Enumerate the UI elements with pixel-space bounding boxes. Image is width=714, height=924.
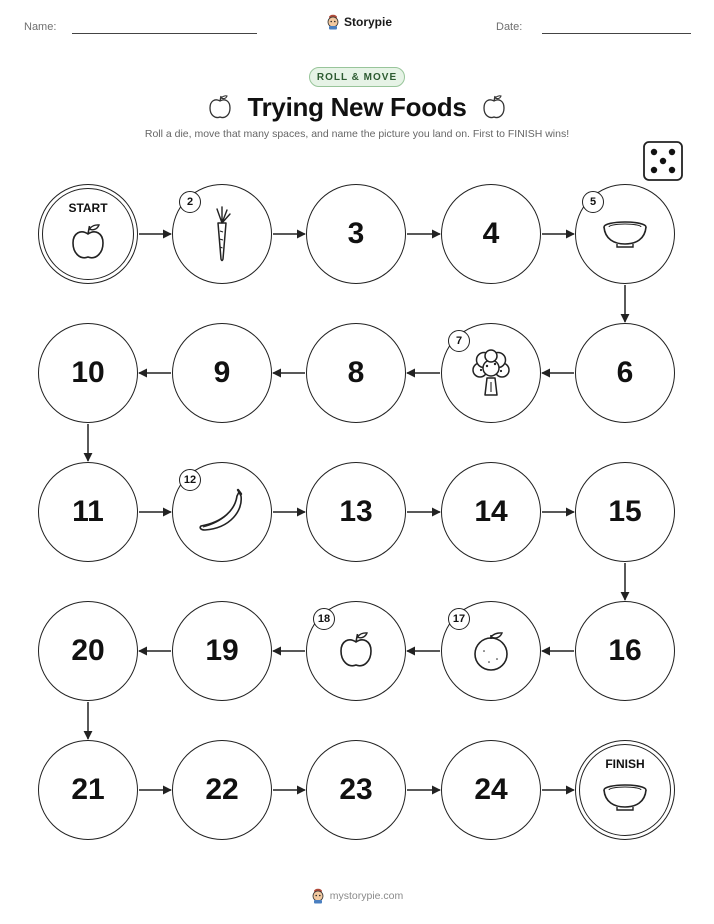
space-5[interactable]: [575, 184, 675, 284]
space-24[interactable]: [441, 740, 541, 840]
space-number-badge: 2: [179, 191, 201, 213]
space-19[interactable]: [172, 601, 272, 701]
space-number: 15: [608, 495, 642, 528]
space-number-badge: 5: [582, 191, 604, 213]
instructions: Roll a die, move that many spaces, and name the picture you land on. First to FINISH wins!: [144, 128, 570, 140]
space-number: 13: [339, 495, 373, 528]
bowl-icon: [600, 219, 650, 249]
roll-and-move-badge: ROLL & MOVE: [309, 67, 405, 87]
start-label: START: [68, 201, 108, 215]
footer-url[interactable]: mystorypie.com: [329, 890, 404, 902]
space-number: 6: [616, 356, 634, 389]
space-22[interactable]: [172, 740, 272, 840]
space-number: 16: [608, 634, 642, 667]
space-number: 20: [71, 634, 105, 667]
orange-icon: [469, 629, 513, 673]
name-label: Name:: [24, 21, 57, 33]
space-9[interactable]: [172, 323, 272, 423]
space-number: 4: [482, 217, 500, 250]
finish-label: FINISH: [605, 757, 645, 771]
broccoli-icon: [467, 348, 515, 398]
date-label: Date:: [496, 21, 523, 33]
space-number: 3: [347, 217, 365, 250]
carrot-icon: [209, 205, 235, 263]
space-20[interactable]: [38, 601, 138, 701]
space-number: 11: [72, 495, 104, 528]
space-16[interactable]: [575, 601, 675, 701]
brand-name: Storypie: [344, 15, 393, 29]
space-start[interactable]: [38, 184, 138, 284]
space-2[interactable]: [172, 184, 272, 284]
space-11[interactable]: [38, 462, 138, 562]
apple-icon: [336, 630, 376, 672]
space-7[interactable]: [441, 323, 541, 423]
space-15[interactable]: [575, 462, 675, 562]
space-finish[interactable]: [575, 740, 675, 840]
space-23[interactable]: [306, 740, 406, 840]
space-number-badge: 18: [313, 608, 335, 630]
space-number: 8: [347, 356, 365, 389]
space-number: 19: [205, 634, 239, 667]
space-18[interactable]: [306, 601, 406, 701]
space-number-badge: 12: [179, 469, 201, 491]
storypie-mascot-icon: [311, 888, 325, 904]
space-4[interactable]: [441, 184, 541, 284]
space-number: 24: [474, 773, 508, 806]
space-number: 10: [71, 356, 105, 389]
page-title: Trying New Foods: [247, 92, 467, 122]
space-8[interactable]: [306, 323, 406, 423]
space-number: 9: [213, 356, 231, 389]
bowl-icon: [600, 782, 650, 812]
apple-icon: [68, 222, 108, 264]
banana-icon: [195, 488, 249, 536]
space-6[interactable]: [575, 323, 675, 423]
space-13[interactable]: [306, 462, 406, 562]
space-number-badge: 17: [448, 608, 470, 630]
space-17[interactable]: [441, 601, 541, 701]
space-number: 14: [474, 495, 508, 528]
space-number: 23: [339, 773, 373, 806]
space-number: 21: [71, 773, 105, 806]
space-21[interactable]: [38, 740, 138, 840]
space-3[interactable]: [306, 184, 406, 284]
space-number: 22: [205, 773, 239, 806]
space-number-badge: 7: [448, 330, 470, 352]
space-14[interactable]: [441, 462, 541, 562]
footer: [0, 888, 714, 904]
space-10[interactable]: [38, 323, 138, 423]
space-12[interactable]: [172, 462, 272, 562]
